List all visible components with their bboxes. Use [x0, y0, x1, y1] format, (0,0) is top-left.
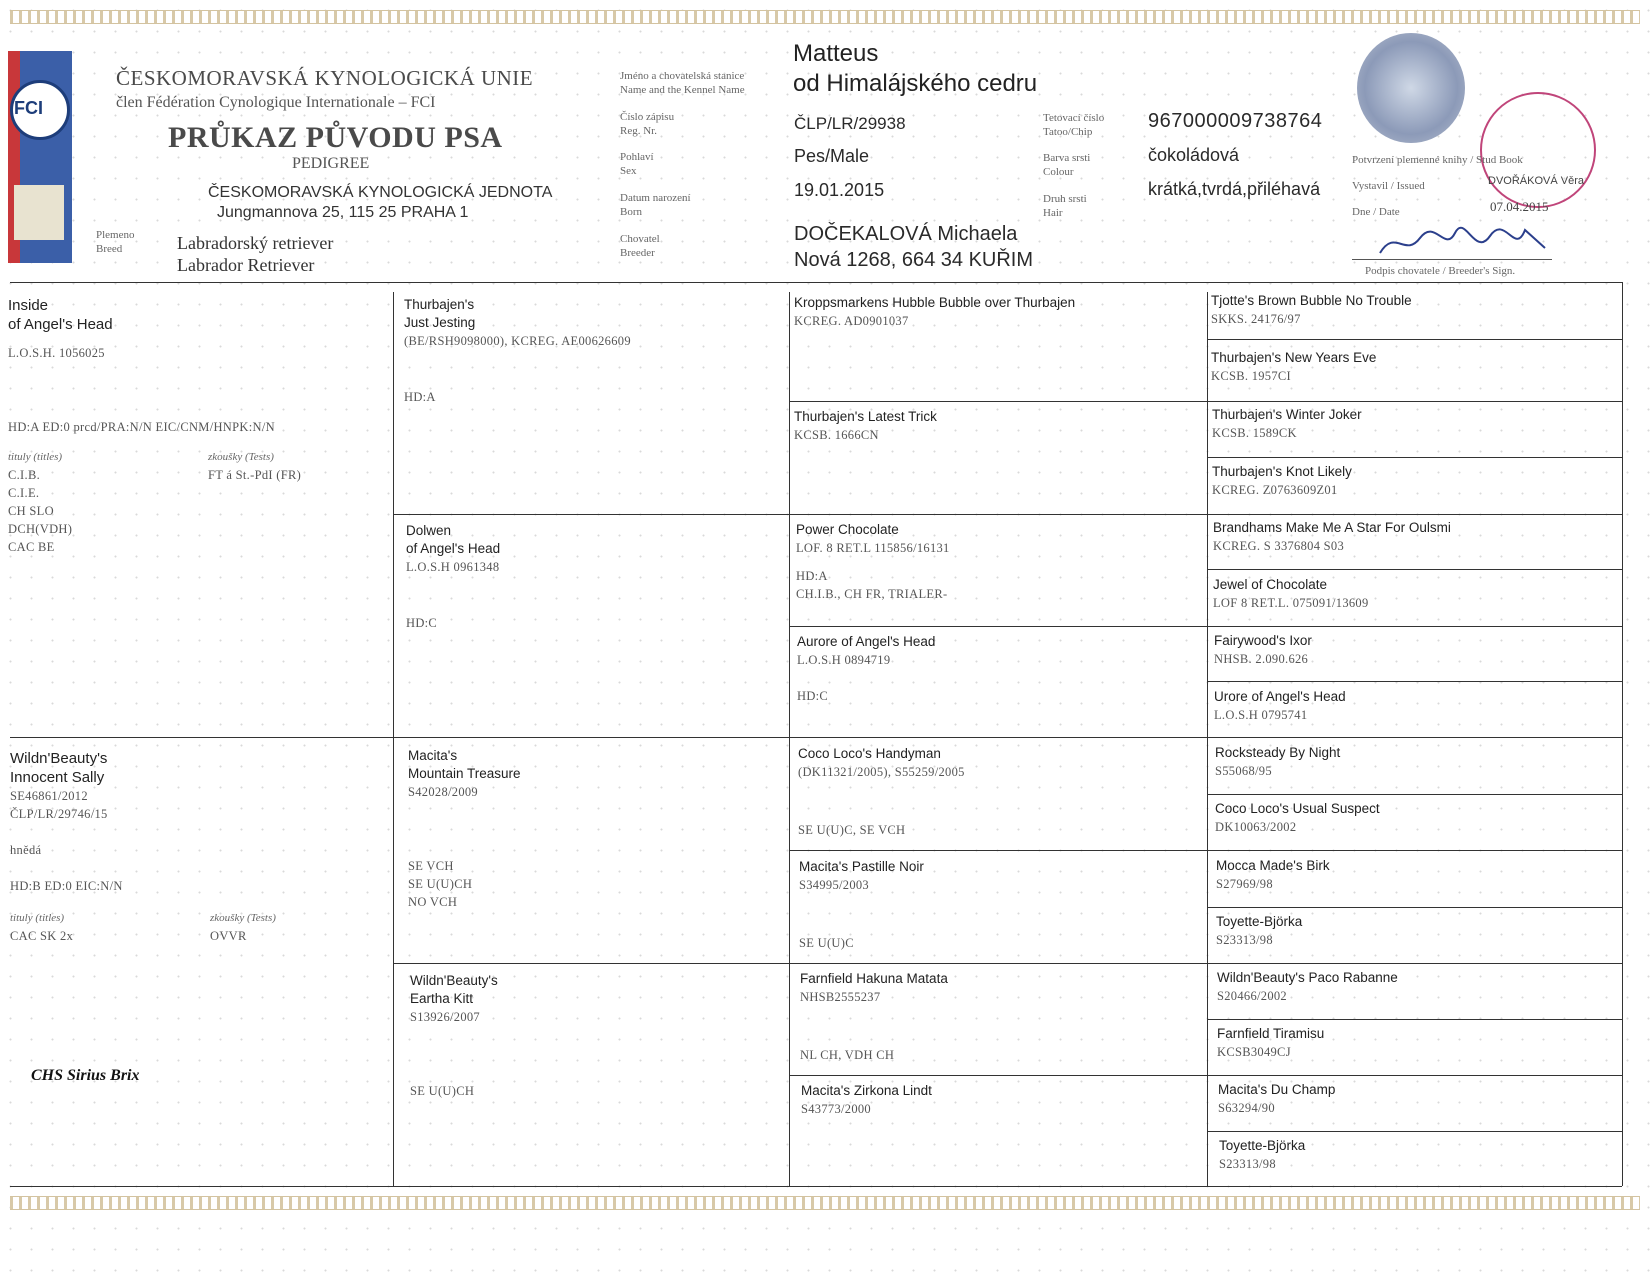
gggp-divider [1207, 569, 1622, 570]
gggp-name: Mocca Made's Birk [1216, 858, 1330, 873]
gggp-cell [1215, 800, 1380, 836]
breeder-label: Chovatel Breeder [620, 233, 660, 259]
hair-label: Druh srsti Hair [1043, 193, 1087, 219]
breed-en: Labrador Retriever [177, 255, 315, 275]
gp-extra: SE U(U)CH [408, 877, 473, 891]
gggp-cell [1214, 632, 1312, 668]
gggp-cell [1212, 406, 1362, 442]
born-label: Datum narození Born [620, 192, 691, 218]
sex-label: Pohlaví Sex [620, 151, 654, 177]
ggp-reg: KCSB. 1666CN [794, 428, 879, 442]
gp-name-line2: Mountain Treasure [408, 766, 521, 781]
ggp-cell [794, 294, 1199, 330]
gggp-cell [1219, 1137, 1305, 1173]
breeder-signature [1375, 218, 1555, 263]
sire-name-line2: of Angel's Head [8, 316, 113, 333]
gggp-reg: LOF 8 RET.L. 075091/13609 [1213, 596, 1369, 610]
fci-logo-text: FCI [14, 98, 43, 118]
sire-reg: L.O.S.H. 1056025 [8, 346, 105, 360]
dam-reg1: SE46861/2012 [10, 789, 88, 803]
ggp-name: Macita's Zirkona Lindt [801, 1083, 932, 1098]
sire-tests: FT á St.-PdI (FR) [208, 468, 302, 482]
ggp-name: Farnfield Hakuna Matata [800, 971, 948, 986]
table-top-border [10, 282, 1622, 283]
gggp-reg: NHSB. 2.090.626 [1214, 652, 1309, 666]
grandparent-cell [406, 522, 786, 632]
grandparent-cell [408, 747, 788, 911]
gggp-name: Toyette-Björka [1219, 1138, 1306, 1153]
gggp-reg: S23313/98 [1219, 1157, 1276, 1171]
gp-name-line2: of Angel's Head [406, 541, 501, 556]
gp-extra: NO VCH [408, 895, 458, 909]
issued-label: Vystavil / Issued [1352, 180, 1425, 192]
sire-health: HD:A ED:0 prcd/PRA:N/N EIC/CNM/HNPK:N/N [8, 420, 275, 434]
gp-extra: HD:C [406, 616, 438, 630]
cmku-logo-mark [14, 185, 64, 240]
sire-titles-label: tituly (titles) [8, 451, 63, 463]
gggp-name: Thurbajen's Knot Likely [1212, 464, 1352, 479]
grandparent-cell [410, 972, 780, 1100]
gggp-cell [1218, 1081, 1335, 1117]
ggp-name: Aurore of Angel's Head [797, 634, 936, 649]
ggp-reg: LOF. 8 RET.L 115856/16131 [796, 541, 950, 555]
gggp-divider [1207, 457, 1622, 458]
reg-label: Číslo zápisu Reg. Nr. [620, 111, 675, 137]
gp-extra: SE VCH [408, 859, 454, 873]
signature-line [1352, 259, 1552, 260]
gggp-reg: KCSB. 1589CK [1212, 426, 1297, 440]
gggp-name: Farnfield Tiramisu [1217, 1026, 1325, 1041]
ggp-cell [796, 521, 1201, 603]
gggp-reg: KCREG. S 3376804 S03 [1213, 539, 1345, 553]
gggp-reg: L.O.S.H 0795741 [1214, 708, 1308, 722]
gggp-reg: S20466/2002 [1217, 989, 1287, 1003]
gggp-reg: KCSB3049CJ [1217, 1045, 1291, 1059]
org-member: člen Fédération Cynologique Internationale – FCI [116, 94, 436, 111]
issued-by: DVOŘÁKOVÁ Věra [1488, 175, 1584, 187]
decorative-border-bottom [10, 1196, 1640, 1210]
gggp-cell [1213, 576, 1369, 612]
gggp-divider [1207, 1019, 1622, 1020]
gggp-name: Thurbajen's New Years Eve [1211, 350, 1377, 365]
gp-extra: HD:A [404, 390, 436, 404]
ggp-divider-4 [789, 1075, 1622, 1076]
dam-titles-label: tituly (titles) [10, 912, 65, 924]
date-label: Dne / Date [1352, 206, 1400, 218]
gggp-divider [1207, 794, 1622, 795]
ggp-extra: HD:C [797, 689, 829, 703]
gp-reg: S42028/2009 [408, 785, 478, 799]
gggp-cell [1217, 1025, 1324, 1061]
colour-value: čokoládová [1148, 145, 1240, 165]
gggp-name: Jewel of Chocolate [1213, 577, 1328, 592]
gggp-cell [1216, 857, 1330, 893]
gggp-name: Toyette-Björka [1216, 914, 1303, 929]
col-divider-1 [393, 292, 394, 1186]
decorative-border-top [10, 10, 1640, 24]
sex-value: Pes/Male [794, 146, 870, 166]
gp-name-line1: Dolwen [406, 523, 452, 538]
gp-divider-2 [393, 963, 1622, 964]
ggp-name: Kroppsmarkens Hubble Bubble over Thurbajen [794, 295, 1076, 310]
gggp-cell [1214, 688, 1346, 724]
ggp-extra: SE U(U)C [799, 936, 854, 950]
gggp-cell [1212, 463, 1352, 499]
gp-name-line1: Thurbajen's [404, 297, 475, 312]
col-divider-2 [789, 292, 790, 1186]
issue-date: 07.04.2015 [1490, 199, 1549, 214]
gggp-divider [1207, 681, 1622, 682]
ggp-cell [794, 408, 1199, 444]
gggp-reg: S23313/98 [1216, 933, 1273, 947]
gp-name-line2: Eartha Kitt [410, 991, 474, 1006]
gggp-reg: SKKS. 24176/97 [1211, 312, 1301, 326]
gggp-name: Urore of Angel's Head [1214, 689, 1346, 704]
ggp-reg: KCREG. AD0901037 [794, 314, 909, 328]
ggp-reg: S34995/2003 [799, 878, 869, 892]
jednota-name: ČESKOMORAVSKÁ KYNOLOGICKÁ JEDNOTA [208, 184, 553, 201]
ggp-divider-1 [789, 401, 1622, 402]
gggp-reg: S63294/90 [1218, 1101, 1275, 1115]
gggp-divider [1207, 907, 1622, 908]
name-label: Jméno a chovatelská stanice Name and the Kennel Name [620, 70, 745, 96]
gggp-divider [1207, 1131, 1622, 1132]
doc-subtitle: PEDIGREE [292, 155, 370, 172]
breeder-name: DOČEKALOVÁ Michaela [794, 223, 1018, 245]
ggp-cell [801, 1082, 1206, 1118]
hologram [1357, 33, 1465, 143]
gp-divider-1 [393, 514, 1622, 515]
gggp-name: Macita's Du Champ [1218, 1082, 1336, 1097]
grandparent-cell [404, 296, 784, 406]
table-right-border [1622, 282, 1623, 1186]
colour-label: Barva srsti Colour [1043, 152, 1091, 178]
gp-extra: SE U(U)CH [410, 1084, 475, 1098]
dam-titles: CAC SK 2x [10, 929, 74, 943]
chip-label: Tetovací číslo Tatoo/Chip [1043, 112, 1105, 138]
ggp-extra: HD:A [796, 569, 828, 583]
table-bottom-border [10, 1186, 1622, 1187]
gggp-cell [1213, 519, 1451, 555]
ggp-cell [797, 633, 1202, 705]
dam-name-line1: Wildn'Beauty's [10, 750, 108, 767]
ggp-extra: CH.I.B., CH FR, TRIALER- [796, 587, 948, 601]
reg-number: ČLP/LR/29938 [794, 114, 906, 133]
gggp-name: Rocksteady By Night [1215, 745, 1341, 760]
gggp-cell [1211, 349, 1376, 385]
gggp-name: Coco Loco's Usual Suspect [1215, 801, 1380, 816]
breed-label: Plemeno Breed [96, 229, 135, 255]
stamp-note: CHS Sirius Brix [31, 1067, 140, 1084]
ggp-cell [798, 745, 1203, 839]
ggp-reg: NHSB2555237 [800, 990, 881, 1004]
hair-value: krátká,tvrdá,přiléhavá [1148, 179, 1321, 199]
ggp-extra: NL CH, VDH CH [800, 1048, 895, 1062]
gp-reg: S13926/2007 [410, 1010, 480, 1024]
gggp-cell [1216, 913, 1302, 949]
dog-name-line1: Matteus [793, 40, 879, 67]
sign-label: Podpis chovatele / Breeder's Sign. [1365, 265, 1516, 277]
born-value: 19.01.2015 [794, 180, 885, 200]
gggp-name: Tjotte's Brown Bubble No Trouble [1211, 293, 1412, 308]
dam-colour: hnědá [10, 843, 42, 857]
ggp-name: Macita's Pastille Noir [799, 859, 924, 874]
gggp-reg: S55068/95 [1215, 764, 1272, 778]
gggp-reg: KCREG. Z0763609Z01 [1212, 483, 1338, 497]
ggp-divider-3 [789, 850, 1622, 851]
chip-value: 967000009738764 [1148, 110, 1323, 132]
sire-tests-label: zkoušky (Tests) [208, 451, 274, 463]
studbook-label: Potvrzení plemenné knihy / Stud Book [1352, 154, 1523, 166]
gp-name-line1: Wildn'Beauty's [410, 973, 498, 988]
ggp-divider-2 [789, 626, 1622, 627]
ggp-cell [800, 970, 1205, 1064]
ggp-cell [799, 858, 1204, 952]
col-divider-3 [1207, 292, 1208, 1186]
sire-titles: C.I.B. C.I.E. CH SLO DCH(VDH) CAC BE [8, 468, 73, 554]
gggp-name: Wildn'Beauty's Paco Rabanne [1217, 970, 1398, 985]
gggp-name: Brandhams Make Me A Star For Oulsmi [1213, 520, 1451, 535]
dam-cell [10, 749, 390, 951]
org-name: ČESKOMORAVSKÁ KYNOLOGICKÁ UNIE [116, 66, 534, 90]
gggp-cell [1211, 292, 1412, 328]
gp-name-line1: Macita's [408, 748, 458, 763]
gp-reg: L.O.S.H 0961348 [406, 560, 500, 574]
breeder-address: Nová 1268, 664 34 KUŘIM [794, 249, 1034, 271]
dam-name-line2: Innocent Sally [10, 769, 105, 786]
dam-reg2: ČLP/LR/29746/15 [10, 807, 108, 821]
breed-cz: Labradorský retriever [177, 233, 334, 253]
gggp-divider [1207, 339, 1622, 340]
ggp-name: Thurbajen's Latest Trick [794, 409, 937, 424]
ggp-reg: (DK11321/2005), S55259/2005 [798, 765, 965, 779]
jednota-address: Jungmannova 25, 115 25 PRAHA 1 [217, 204, 469, 221]
ggp-name: Power Chocolate [796, 522, 899, 537]
doc-title: PRŮKAZ PŮVODU PSA [168, 121, 503, 154]
sire-name-line1: Inside [8, 297, 49, 314]
gggp-name: Thurbajen's Winter Joker [1212, 407, 1362, 422]
gggp-name: Fairywood's Ixor [1214, 633, 1312, 648]
dam-tests: OVVR [210, 929, 247, 943]
gggp-reg: DK10063/2002 [1215, 820, 1297, 834]
ggp-reg: S43773/2000 [801, 1102, 871, 1116]
parent-divider [10, 737, 1622, 738]
gggp-reg: S27969/98 [1216, 877, 1273, 891]
dam-health: HD:B ED:0 EIC:N/N [10, 879, 123, 893]
sire-cell [8, 296, 388, 560]
ggp-reg: L.O.S.H 0894719 [797, 653, 891, 667]
gp-name-line2: Just Jesting [404, 315, 476, 330]
ggp-extra: SE U(U)C, SE VCH [798, 823, 906, 837]
gggp-cell [1217, 969, 1398, 1005]
dam-tests-label: zkoušky (Tests) [210, 912, 276, 924]
gggp-reg: KCSB. 1957CI [1211, 369, 1292, 383]
dog-name-line2: od Himalájského cedru [793, 70, 1038, 97]
ggp-name: Coco Loco's Handyman [798, 746, 941, 761]
studbook-stamp [1480, 92, 1596, 208]
gp-reg: (BE/RSH9098000), KCREG. AE00626609 [404, 334, 631, 348]
gggp-cell [1215, 744, 1340, 780]
